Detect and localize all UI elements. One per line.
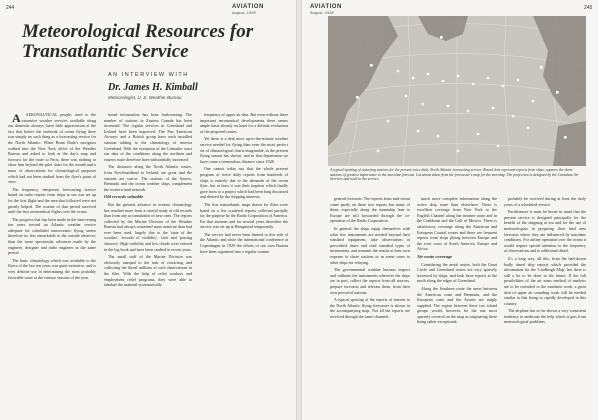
left-column-2 [104, 112, 192, 415]
right-column-3 [504, 196, 586, 415]
left-page [0, 0, 296, 420]
paragraph: The first transatlantic maps drawn for fliers were based on a few scattered reports collected partially for the purpose by the Radio Corporation of America. For that summer and for several years thereafter the service was set up at Hempstead temporarily. [200, 201, 288, 230]
paragraph: But the greatest advance in oceanic climatology has resulted more from a careful study of old records than from any accumulation of new ones. The reports collected by the Marine Division of the Weather Bureau had always contained more material than had ever been used, largely due to the 'state of the weather', 'records of visibility', 'rain' and 'passing showers'. High visibility and low clouds were entered in the log book and have been studied in recent years. [104, 201, 192, 252]
paragraph: The basic climatology which was available to the flyers of the last ten years was quite extensive, and is very definite use in determining the most probably favorable route at the various seasons of the year. [8, 257, 96, 280]
masthead-title: AVIATION [232, 4, 264, 10]
paragraph: In general the ships equip themselves with what few instruments are needed beyond their standard equipment, take observations at prescribed times and read standard types of instruments, and transmit the results at their own expense to shore stations or in some cases to other ships for relaying. [330, 225, 410, 265]
masthead [310, 4, 342, 15]
paragraph: The frequency, temporary forecasting service based on radio reports from ships at sea was set up for the first flight and the men that followed were not greatly helped. The routine of that period survived until the first aeronautical flights over the ocean. [8, 186, 96, 215]
article-title: Meteorological Resources for Transatlantic Service [22, 21, 254, 62]
author-role: Meteorologist, U. S. Weather Bureau [108, 95, 182, 100]
paragraph: Along the Southern route the areas between the American coast and Bermuda, and the European coast and the Azores are amply supplied. The region between these two island groups would, however, be the one most sparsely covered on the map as originating there being rather exceptional. [417, 285, 497, 325]
paragraph: general forecasts. The reports from mid-ocean come partly on these two reports but many of them, especially along the steamship lane to Europe are still forwarded through the co-operation of the Radio Corporation. [330, 196, 410, 224]
paragraph: tional information has been forthcoming. The number of stations in Eastern Canada has been increased. The regular services in Greenland and Iceland have been improved. The Pan American Airways and a British group have each installed stations adding to the climatology of interior Greenland. With the exception of the Labrador coast our data of the conditions along the northern and eastern route therefore have substantially increased. [104, 112, 192, 162]
section-heading: Old records valuable [104, 194, 144, 200]
paragraph: probably be received during at least the early years of a scheduled service. [504, 196, 586, 207]
page-number: 244 [6, 5, 15, 11]
section-heading: Air route coverage [417, 253, 453, 259]
paragraph: The progress that has been made in the intervening ten years toward an Atlantic weather service adequate for scheduled transoceanic flying seems therefore no less remarkable to the outside observer, than the more spectacular advances made by the engineer, designer and radio engineer in the same period. [8, 216, 96, 256]
masthead [232, 4, 264, 15]
masthead-date: August, 1938 [232, 10, 256, 15]
paragraph: The small staff of the Marine Division was obviously unequal to the task of extracting and collecting the literal millions of such observations in the files. With the help of relief workers and employment relief programs, they were able to tabulate the material systematically. [104, 254, 192, 288]
paragraph: frequency of upper air data. But even without these important aeronautical developments there seems ample basis already on hand for a definite evaluation of the proposed routes. [200, 112, 288, 134]
paragraph: It's a long way, all this, from the half-dozen badly timed ship reports which provided the information for the 'Lindbergh Map', but there is still a lot to be done in the future. If the full possibilities of the air mass method of analysis are to be extended to the maritime work, a great deal of upper air sounding work will be needed similar to that being so rapidly developed in this country. [504, 255, 586, 306]
paragraph: The airplane has so far shown a very consistent tendency to underrate the help which it gets from meteorological problems. [504, 308, 586, 325]
right-column-1 [330, 196, 410, 415]
paragraph: Furthermore it must be borne in mind that the present service is designed principally for the benefit of the shipping at sea and for the use of meteorologists in preparing their land area forecasts where they are influenced by maritime conditions. For airline operation over the ocean it would require special attention to the frequency of observations and to additional detail. [504, 209, 586, 254]
author-name: Dr. James H. Kimball [108, 82, 198, 93]
map-caption: A typical spotting of reporting stations for the present twice daily North Atlantic forecasting service. Round dots represent reports from ships; squares the shore stations of greatest importance to the maritime forecast. Locations taken from the forecaster's map for the morning. The projection is designed by the Canadian Air Services and used in the service. [330, 168, 579, 182]
paragraph: The governmental weather bureaus inspect and calibrate the instruments wherever the ships are in port, collect the reports from all sources, prepare forecasts and telecast them, from their own powerful stations. [330, 267, 410, 295]
station-map [328, 16, 586, 166]
right-column-2 [417, 196, 497, 415]
paragraph: The distances along the North Atlantic routes, from Newfoundland to Ireland, are great and the stations are scarce. The stations of the Azores, Bermuda and the ocean weather ships complement the western land network. [104, 164, 192, 192]
left-column-3 [200, 112, 288, 415]
paragraph: Yet there is a deal more up-to-the-minute weather service needed for flying than even the most perfect set of climatological charts imaginable, as the present flying season has shown, and in that department we have come a tremendous distance since 1928. [200, 136, 288, 164]
paragraph: A AERONAUTICAL people, used to the extensive weather services available along our domestic airways, have little appreciation of the fact that before the outbreak of ocean flying there was simply no such thing as a forecasting service for the North Atlantic. When Brant Dade's navigator walked into the New York office of the Weather Bureau and asked to look at the day's map and forecast for the route to Paris, there was nothing to show him beyond the pilot chart for the month and a mass of observations for climatological purposes which had not been studied from the flyer's point of view. [8, 112, 96, 185]
page-number: 245 [584, 5, 593, 11]
paragraph: One cannot today say that the whole present program of twice daily reports from hundreds of ships is entirely due to the demands of the ocean flyer, but at least it was their impetus which finally gave form to a project which had been long discussed and desired by the shipping interests. [200, 166, 288, 200]
drop-cap: A [12, 112, 21, 125]
paragraph: The service had never been limited to this side of the Atlantic and since the international conference at Copenhagen in 1929 the efforts of our own Bureau have been organized into a regular routine. [200, 231, 288, 254]
interview-label: AN INTERVIEW WITH [108, 72, 189, 78]
masthead-title: AVIATION [310, 4, 342, 10]
paragraph: Considering the aerial routes, both the Great Circle and Greenland routes are very sparsely traversed by ships, and both have reports at the north along the edges of Greenland. [417, 261, 497, 284]
masthead-date: August, 1938 [310, 10, 334, 15]
paragraph: A typical spotting of the reports of interest to the North Atlantic flying forecaster is shown in the accompanying map. Not all the reports are received through the same channels. [330, 297, 410, 319]
left-column-1 [8, 112, 96, 415]
paragraph: much more complete information along the active ship route than elsewhere. There is excellent coverage from New York to the English Channel along the steamer route and in the Caribbean and the Gulf of Mexico. There is satisfactory coverage along the American and European Coastal routes and there are frequent reports from ships plying between Europe and the west coast of South America, Europe and Africa. [417, 196, 497, 252]
